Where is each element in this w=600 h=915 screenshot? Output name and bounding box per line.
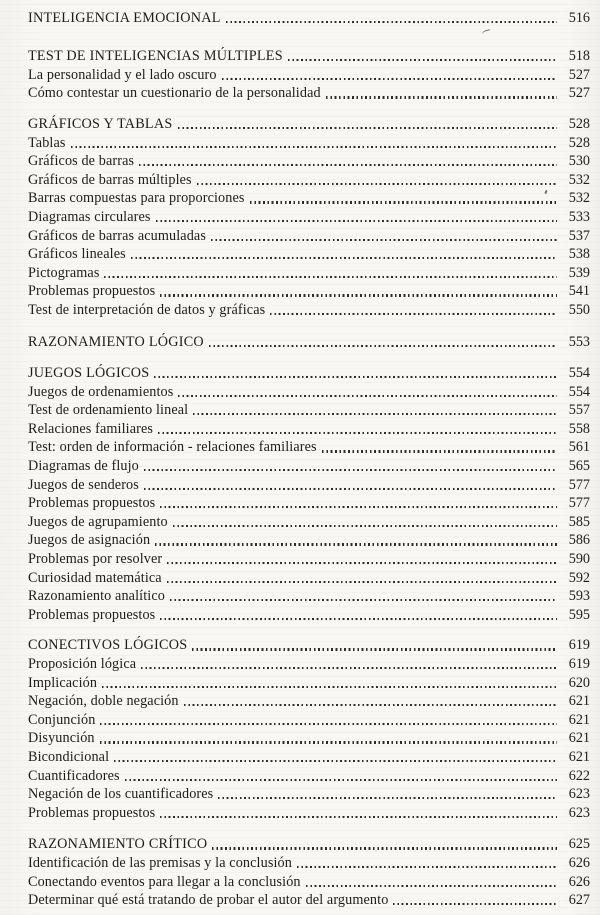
page-number: 585 bbox=[568, 513, 590, 530]
toc-section bbox=[28, 835, 590, 909]
toc-section-heading bbox=[28, 8, 590, 27]
entry-title: Pictogramas bbox=[28, 264, 100, 281]
dot-leader bbox=[160, 294, 557, 296]
toc-entry bbox=[28, 263, 590, 282]
entry-title: Test de ordenamiento lineal bbox=[28, 402, 189, 419]
page-number: 577 bbox=[568, 476, 590, 493]
toc-section-heading bbox=[28, 636, 590, 655]
dot-leader bbox=[297, 866, 557, 868]
dot-leader bbox=[160, 816, 557, 818]
entry-title: Juegos de asignación bbox=[28, 532, 151, 549]
toc-entry bbox=[28, 401, 590, 420]
entry-title: Tablas bbox=[28, 134, 66, 151]
dot-leader bbox=[178, 127, 558, 129]
entry-title: Gráficos de barras acumuladas bbox=[28, 227, 206, 244]
page-number: 538 bbox=[568, 246, 590, 263]
page-number: 577 bbox=[568, 495, 590, 512]
entry-title: JUEGOS LÓGICOS bbox=[28, 365, 150, 382]
dot-leader bbox=[104, 276, 557, 278]
toc-entry bbox=[28, 729, 590, 748]
toc-entry bbox=[28, 419, 590, 438]
page-number: 621 bbox=[568, 748, 590, 765]
page-number: 621 bbox=[568, 711, 590, 728]
entry-title: Juegos de ordenamientos bbox=[28, 383, 174, 400]
toc-entry bbox=[28, 853, 590, 872]
toc-entry bbox=[28, 494, 590, 513]
page-number: 527 bbox=[568, 66, 590, 83]
toc-entry bbox=[28, 568, 590, 587]
entry-title: Proposición lógica bbox=[28, 656, 137, 672]
dot-leader bbox=[250, 201, 557, 203]
entry-title: Negación, doble negación bbox=[28, 693, 179, 710]
toc-section-heading bbox=[28, 364, 590, 383]
toc-section bbox=[28, 47, 590, 103]
toc-entry bbox=[28, 531, 590, 550]
toc-entry bbox=[28, 84, 590, 103]
entry-title: Identificación de las premisas y la conclusión bbox=[28, 854, 292, 871]
page-number: 626 bbox=[568, 873, 590, 890]
entry-title: Conjunción bbox=[28, 711, 96, 728]
toc-entry bbox=[28, 475, 590, 494]
entry-title: Curiosidad matemática bbox=[28, 569, 162, 586]
page-number: 619 bbox=[568, 656, 590, 672]
toc-section bbox=[28, 636, 590, 822]
page-number: 554 bbox=[568, 383, 590, 400]
dot-leader bbox=[158, 432, 557, 434]
page-number: 593 bbox=[568, 588, 590, 605]
dot-leader bbox=[160, 506, 557, 508]
dot-leader bbox=[160, 618, 557, 620]
dot-leader bbox=[322, 450, 557, 452]
entry-title: Barras compuestas para proporciones bbox=[28, 190, 245, 207]
toc-section-heading bbox=[28, 332, 590, 351]
toc-entry bbox=[28, 785, 590, 804]
dot-leader bbox=[326, 96, 557, 98]
page-number: 623 bbox=[568, 786, 590, 803]
entry-title: Diagramas de flujo bbox=[28, 458, 139, 475]
dot-leader bbox=[167, 581, 557, 583]
entry-title: Cuantificadores bbox=[28, 767, 120, 784]
entry-title: Implicación bbox=[28, 674, 98, 691]
toc-entry bbox=[28, 766, 590, 785]
page-number: 626 bbox=[568, 854, 590, 871]
entry-title: Disyunción bbox=[28, 730, 95, 747]
dot-leader bbox=[156, 220, 557, 222]
page-number: 619 bbox=[568, 637, 590, 654]
dot-leader bbox=[209, 345, 557, 347]
page-number: 533 bbox=[568, 208, 590, 225]
entry-title: Problemas propuestos bbox=[28, 804, 156, 821]
toc-entry bbox=[28, 673, 590, 692]
toc-entry bbox=[28, 605, 590, 624]
toc-entry bbox=[28, 803, 590, 822]
dot-leader bbox=[170, 599, 557, 601]
toc-section-heading bbox=[28, 835, 590, 854]
page-number: 622 bbox=[568, 767, 590, 784]
toc-entry bbox=[28, 226, 590, 245]
entry-title: Juegos de senderos bbox=[28, 476, 139, 493]
entry-title: Determinar qué está tratando de probar el autor del argumento bbox=[28, 892, 389, 909]
entry-title: Gráficos de barras bbox=[28, 153, 135, 170]
page-number: 541 bbox=[568, 283, 590, 300]
dot-leader bbox=[288, 59, 557, 61]
page-number: 518 bbox=[568, 48, 590, 65]
entry-title: RAZONAMIENTO CRÍTICO bbox=[28, 836, 208, 853]
toc-section-heading bbox=[28, 114, 590, 133]
dot-leader bbox=[139, 164, 557, 166]
toc-entry bbox=[28, 747, 590, 766]
page-number: 557 bbox=[568, 402, 590, 419]
toc-entry bbox=[28, 282, 590, 301]
toc-entry bbox=[28, 587, 590, 606]
page-number: 528 bbox=[568, 115, 590, 132]
entry-title: Diagramas circulares bbox=[28, 208, 151, 225]
dot-leader bbox=[212, 847, 557, 849]
page-number: 530 bbox=[568, 153, 590, 170]
dot-leader bbox=[114, 760, 557, 762]
dot-leader bbox=[131, 257, 557, 259]
page-number: 620 bbox=[568, 674, 590, 691]
toc-entry bbox=[28, 654, 590, 673]
entry-title: Gráficos de barras múltiples bbox=[28, 171, 192, 188]
page-number: 625 bbox=[568, 836, 590, 853]
toc-entry bbox=[28, 549, 590, 568]
dot-leader bbox=[270, 313, 557, 315]
dot-leader bbox=[167, 562, 557, 564]
toc-entry bbox=[28, 133, 590, 152]
dot-leader bbox=[154, 376, 557, 378]
entry-title: Conectando eventos para llegar a la conclusión bbox=[28, 873, 301, 890]
entry-title: Relaciones familiares bbox=[28, 420, 154, 437]
dot-leader bbox=[211, 239, 557, 241]
page-number: 532 bbox=[568, 171, 590, 188]
page-number: 516 bbox=[568, 9, 590, 26]
page-number: 553 bbox=[568, 333, 590, 350]
page-number: 590 bbox=[568, 551, 590, 568]
entry-title: La personalidad y el lado oscuro bbox=[28, 66, 217, 83]
toc-entry bbox=[28, 438, 590, 457]
toc-entry bbox=[28, 300, 590, 319]
page-number: 565 bbox=[568, 458, 590, 475]
dot-leader bbox=[197, 183, 557, 185]
toc-entry bbox=[28, 65, 590, 84]
page-number: 561 bbox=[568, 439, 590, 456]
entry-title: GRÁFICOS Y TABLAS bbox=[28, 115, 173, 132]
toc-entry bbox=[28, 170, 590, 189]
toc-section bbox=[28, 114, 590, 319]
page-number: 592 bbox=[568, 569, 590, 586]
page-number: 558 bbox=[568, 420, 590, 437]
page-number: 621 bbox=[568, 730, 590, 747]
dot-leader bbox=[144, 469, 557, 471]
dot-leader bbox=[192, 648, 557, 650]
page-number: 621 bbox=[568, 693, 590, 710]
toc-section bbox=[28, 332, 590, 351]
toc-entry bbox=[28, 189, 590, 208]
page-number: 527 bbox=[568, 85, 590, 102]
dot-leader bbox=[141, 667, 557, 669]
page-number: 554 bbox=[568, 365, 590, 382]
entry-title: Cómo contestar un cuestionario de la personalidad bbox=[28, 85, 321, 102]
toc-entry bbox=[28, 152, 590, 171]
entry-title: Razonamiento analítico bbox=[28, 588, 165, 605]
dot-leader bbox=[218, 797, 557, 799]
page-number: 627 bbox=[568, 892, 590, 909]
dot-leader bbox=[100, 741, 557, 743]
toc-entry bbox=[28, 872, 590, 891]
dot-leader bbox=[306, 885, 557, 887]
page-number: 528 bbox=[568, 134, 590, 151]
dot-leader bbox=[393, 903, 557, 905]
dot-leader bbox=[102, 686, 557, 688]
toc-entry bbox=[28, 456, 590, 475]
dot-leader bbox=[178, 395, 557, 397]
dot-leader bbox=[144, 488, 557, 490]
toc-section bbox=[28, 364, 590, 624]
entry-title: Juegos de agrupamiento bbox=[28, 513, 168, 530]
entry-title: Test de interpretación de datos y gráficas bbox=[28, 301, 266, 318]
toc-entry bbox=[28, 692, 590, 711]
entry-title: TEST DE INTELIGENCIAS MÚLTIPLES bbox=[28, 48, 283, 65]
dot-leader bbox=[173, 525, 557, 527]
entry-title: Problemas propuestos bbox=[28, 495, 156, 512]
toc-section-heading bbox=[28, 47, 590, 66]
entry-title: Problemas propuestos bbox=[28, 283, 156, 300]
entry-title: Problemas propuestos bbox=[28, 606, 156, 623]
toc-entry bbox=[28, 207, 590, 226]
toc-entry bbox=[28, 512, 590, 531]
page-number: 595 bbox=[568, 606, 590, 623]
entry-title: CONECTIVOS LÓGICOS bbox=[28, 637, 188, 654]
dot-leader bbox=[125, 779, 557, 781]
page-number: 550 bbox=[568, 301, 590, 318]
page-number: 532 bbox=[568, 190, 590, 207]
toc-entry bbox=[28, 710, 590, 729]
toc-entry bbox=[28, 245, 590, 264]
dot-leader bbox=[155, 543, 557, 545]
entry-title: Gráficos lineales bbox=[28, 246, 126, 263]
entry-title: INTELIGENCIA EMOCIONAL bbox=[28, 9, 221, 26]
toc-entry bbox=[28, 891, 590, 910]
entry-title: Bicondicional bbox=[28, 748, 110, 765]
entry-title: Negación de los cuantificadores bbox=[28, 786, 214, 803]
page-number: 537 bbox=[568, 227, 590, 244]
dot-leader bbox=[193, 413, 557, 415]
entry-title: Problemas por resolver bbox=[28, 551, 163, 568]
dot-leader bbox=[184, 704, 557, 706]
dot-leader bbox=[222, 78, 557, 80]
toc-entry bbox=[28, 382, 590, 401]
page-number: 586 bbox=[568, 532, 590, 549]
entry-title: RAZONAMIENTO LÓGICO bbox=[28, 333, 204, 350]
dot-leader bbox=[71, 146, 557, 148]
page-number: 539 bbox=[568, 264, 590, 281]
entry-title: Test: orden de información - relaciones familiares bbox=[28, 439, 317, 456]
dot-leader bbox=[100, 723, 557, 725]
dot-leader bbox=[226, 21, 557, 23]
toc-section bbox=[28, 8, 590, 27]
page-number: 623 bbox=[568, 804, 590, 821]
